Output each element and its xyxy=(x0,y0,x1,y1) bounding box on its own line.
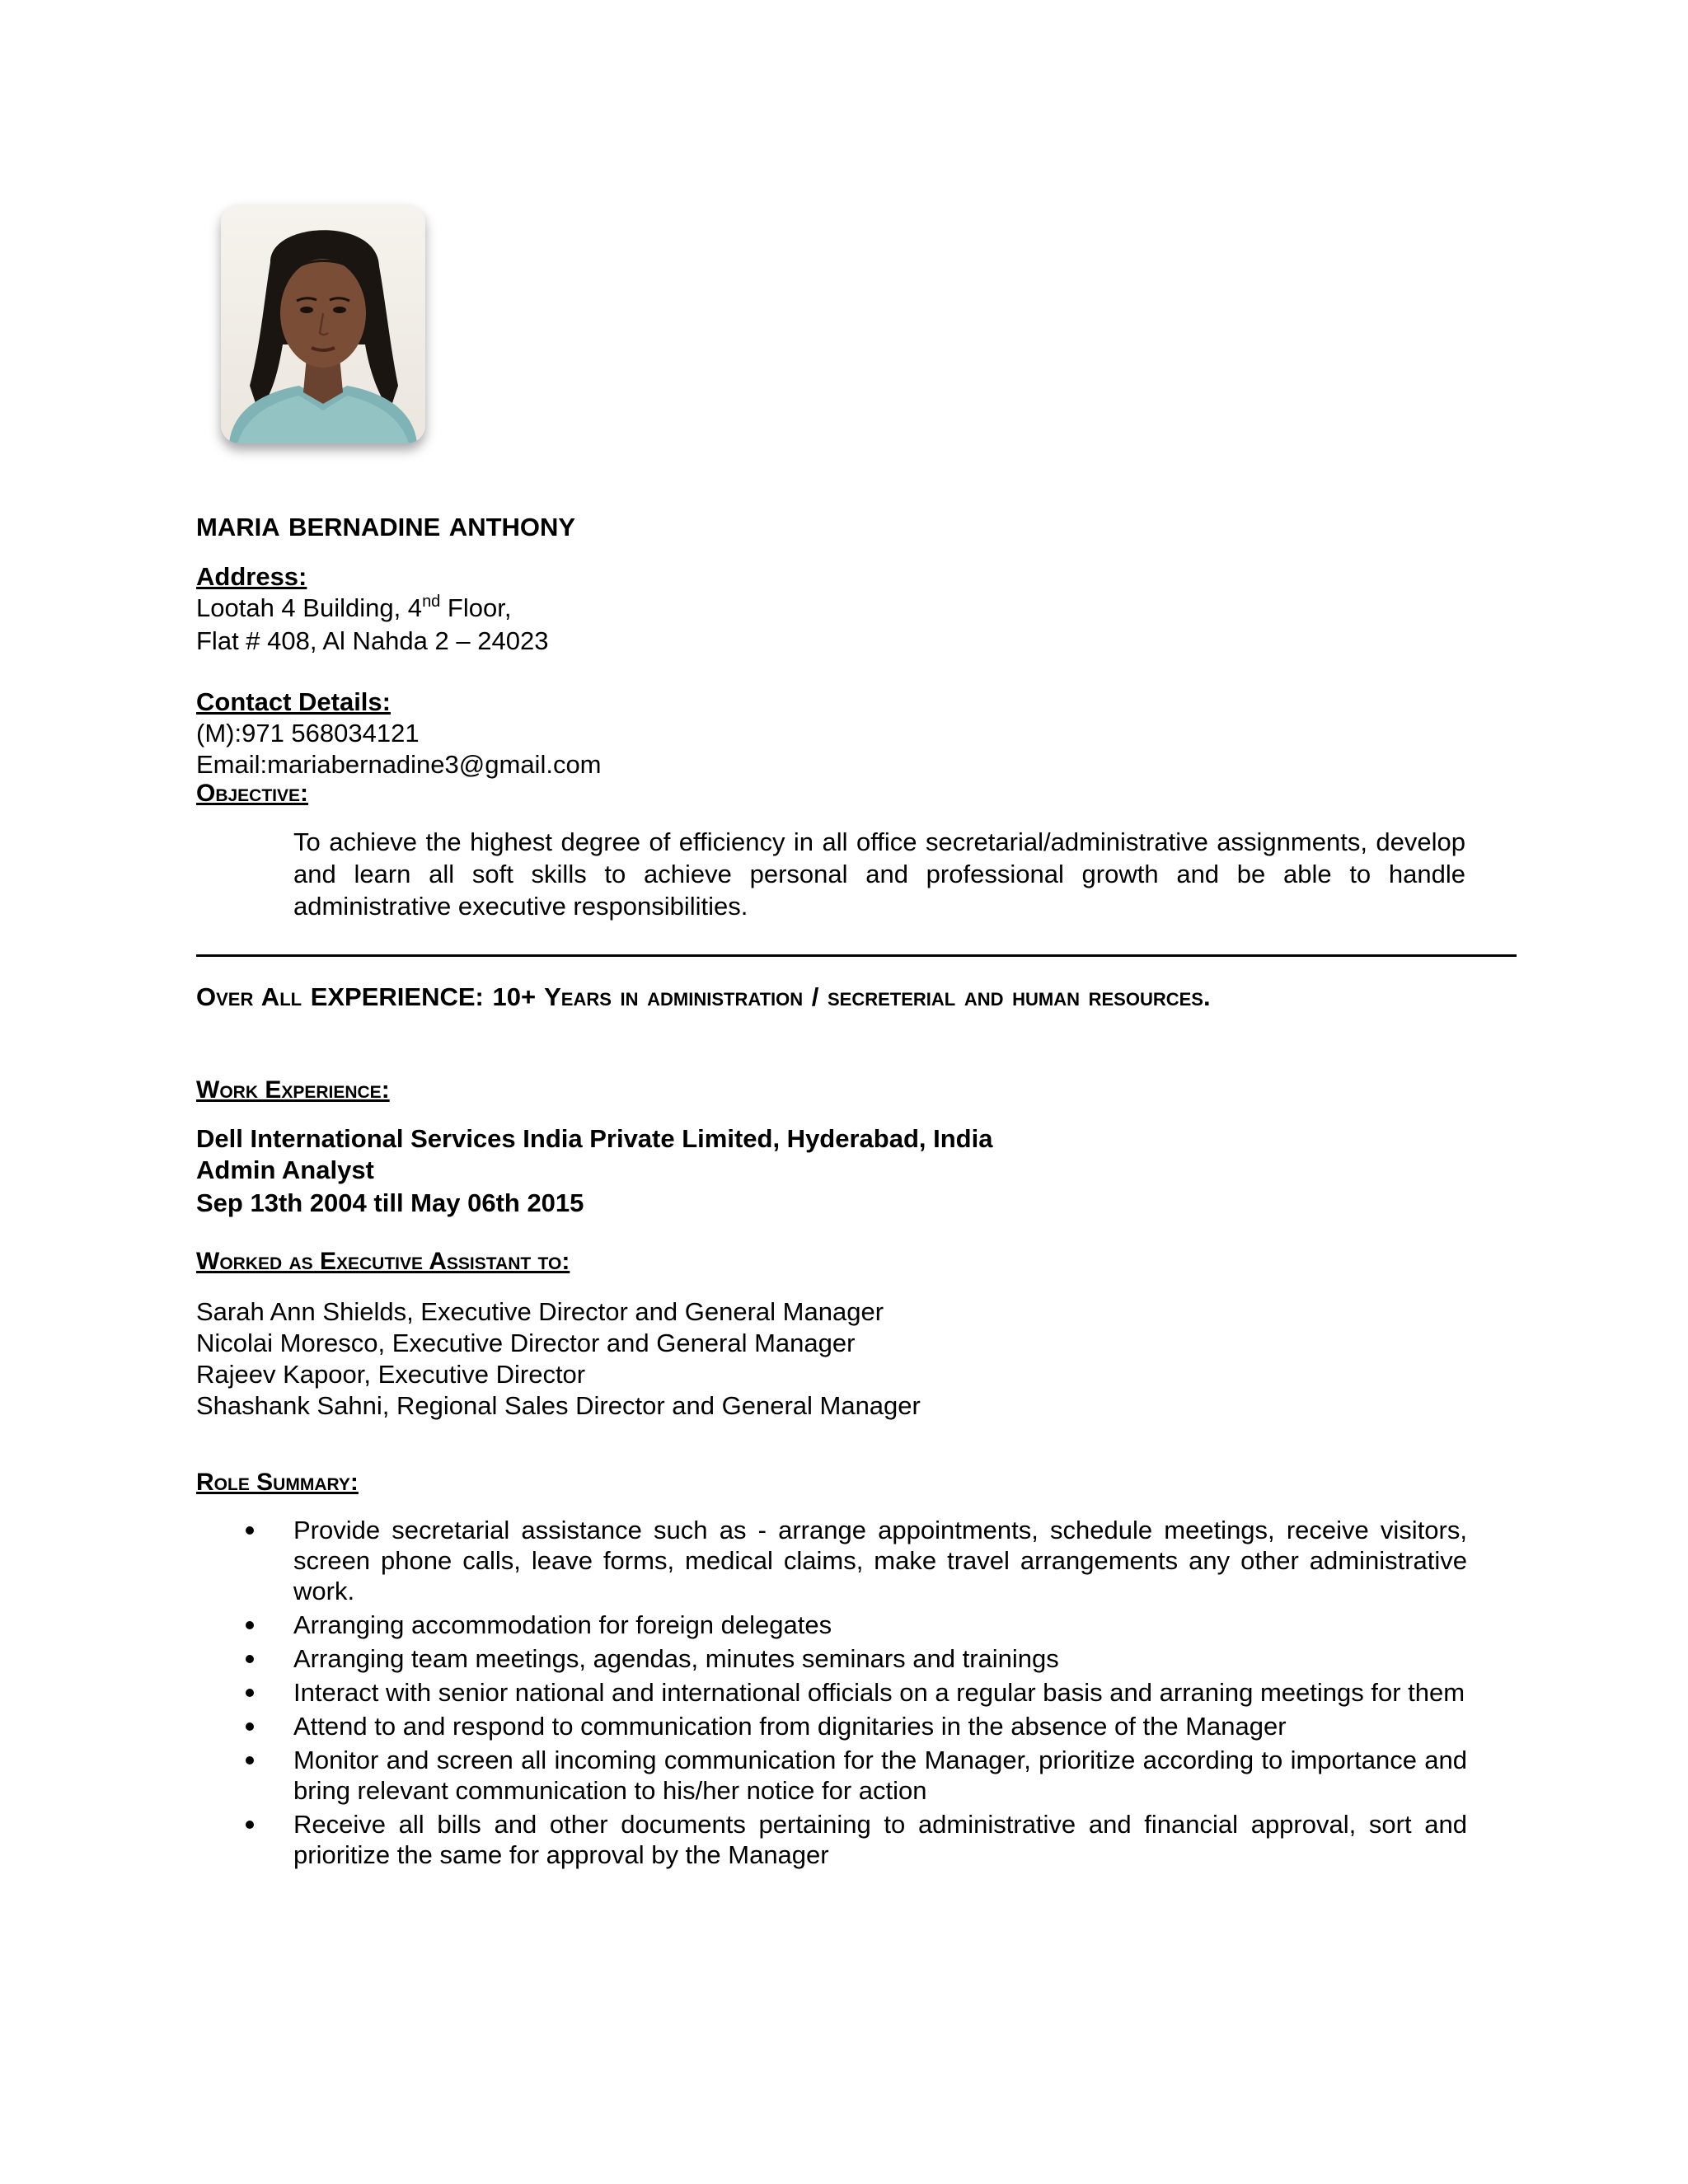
address-ordinal-suffix: nd xyxy=(422,593,441,611)
bullet-icon xyxy=(246,1526,254,1535)
profile-photo xyxy=(221,204,425,443)
executive-assistant-label: Worked as Executive Assistant to: xyxy=(196,1248,570,1275)
executive-person: Sarah Ann Shields, Executive Director and General Manager xyxy=(196,1297,884,1326)
executive-person: Shashank Sahni, Regional Sales Director and General Manager xyxy=(196,1391,921,1420)
employment-period: Sep 13th 2004 till May 06th 2015 xyxy=(196,1188,584,1217)
list-item xyxy=(239,1745,1467,1806)
address-line-2: Flat # 408, Al Nahda 2 – 24023 xyxy=(196,626,549,655)
list-item xyxy=(239,1711,1467,1741)
address-line-1-text: Lootah 4 Building, 4 xyxy=(196,593,423,622)
job-title: Admin Analyst xyxy=(196,1155,374,1184)
list-item-text: Monitor and screen all incoming communication for the Manager, prioritize according to importance and bring relevant communication to his/her notice for action xyxy=(293,1746,1467,1805)
section-divider xyxy=(196,954,1517,957)
objective-text: To achieve the highest degree of efficiency in all office secretarial/administrative assignments, develop and learn all soft skills to achieve personal and professional growth and be able to handle administrative executive responsibilities. xyxy=(293,827,1465,921)
executive-person: Rajeev Kapoor, Executive Director xyxy=(196,1360,586,1389)
list-item xyxy=(239,1643,1467,1674)
address-label: Address: xyxy=(196,562,307,591)
executive-person: Nicolai Moresco, Executive Director and General Manager xyxy=(196,1329,856,1357)
list-item-text: Receive all bills and other documents pertaining to administrative and financial approval, sort and prioritize the same for approval by the Manager xyxy=(293,1810,1467,1869)
bullet-icon xyxy=(246,1722,254,1731)
candidate-name: MARIA BERNADINE ANTHONY xyxy=(196,513,576,541)
contact-mobile: (M):971 568034121 xyxy=(196,719,420,748)
bullet-icon xyxy=(246,1689,254,1697)
work-experience-label: Work Experience: xyxy=(196,1076,390,1104)
list-item xyxy=(239,1809,1467,1870)
list-item-text: Arranging accommodation for foreign delegates xyxy=(293,1610,832,1639)
overall-experience: Over All EXPERIENCE: 10+ Years in administration / secreterial and human resources. xyxy=(196,982,1211,1011)
list-item-text: Interact with senior national and international officials on a regular basis and arraning meetings for them xyxy=(293,1678,1465,1707)
person-photo-icon xyxy=(221,204,425,443)
role-summary-list xyxy=(239,1515,1467,1873)
bullet-icon xyxy=(246,1655,254,1663)
bullet-icon xyxy=(246,1821,254,1829)
list-item xyxy=(239,1515,1467,1606)
bullet-icon xyxy=(246,1621,254,1629)
list-item xyxy=(239,1677,1467,1708)
address-line-1 xyxy=(196,593,511,623)
contact-label: Contact Details: xyxy=(196,687,391,716)
company-name: Dell International Services India Private Limited, Hyderabad, India xyxy=(196,1124,993,1153)
address-line-1-end: Floor, xyxy=(440,593,512,622)
list-item-text: Attend to and respond to communication from dignitaries in the absence of the Manager xyxy=(293,1712,1287,1741)
contact-email[interactable]: Email:mariabernadine3@gmail.com xyxy=(196,750,602,779)
objective-label: Objective: xyxy=(196,780,309,807)
list-item-text: Arranging team meetings, agendas, minutes seminars and trainings xyxy=(293,1644,1059,1673)
role-summary-label: Role Summary: xyxy=(196,1469,359,1496)
list-item-text: Provide secretarial assistance such as - arrange appointments, schedule meetings, receive visitors, screen phone calls, leave forms, medical claims, make travel arrangements any other administrative work. xyxy=(293,1516,1467,1605)
bullet-icon xyxy=(246,1756,254,1765)
list-item xyxy=(239,1610,1467,1640)
